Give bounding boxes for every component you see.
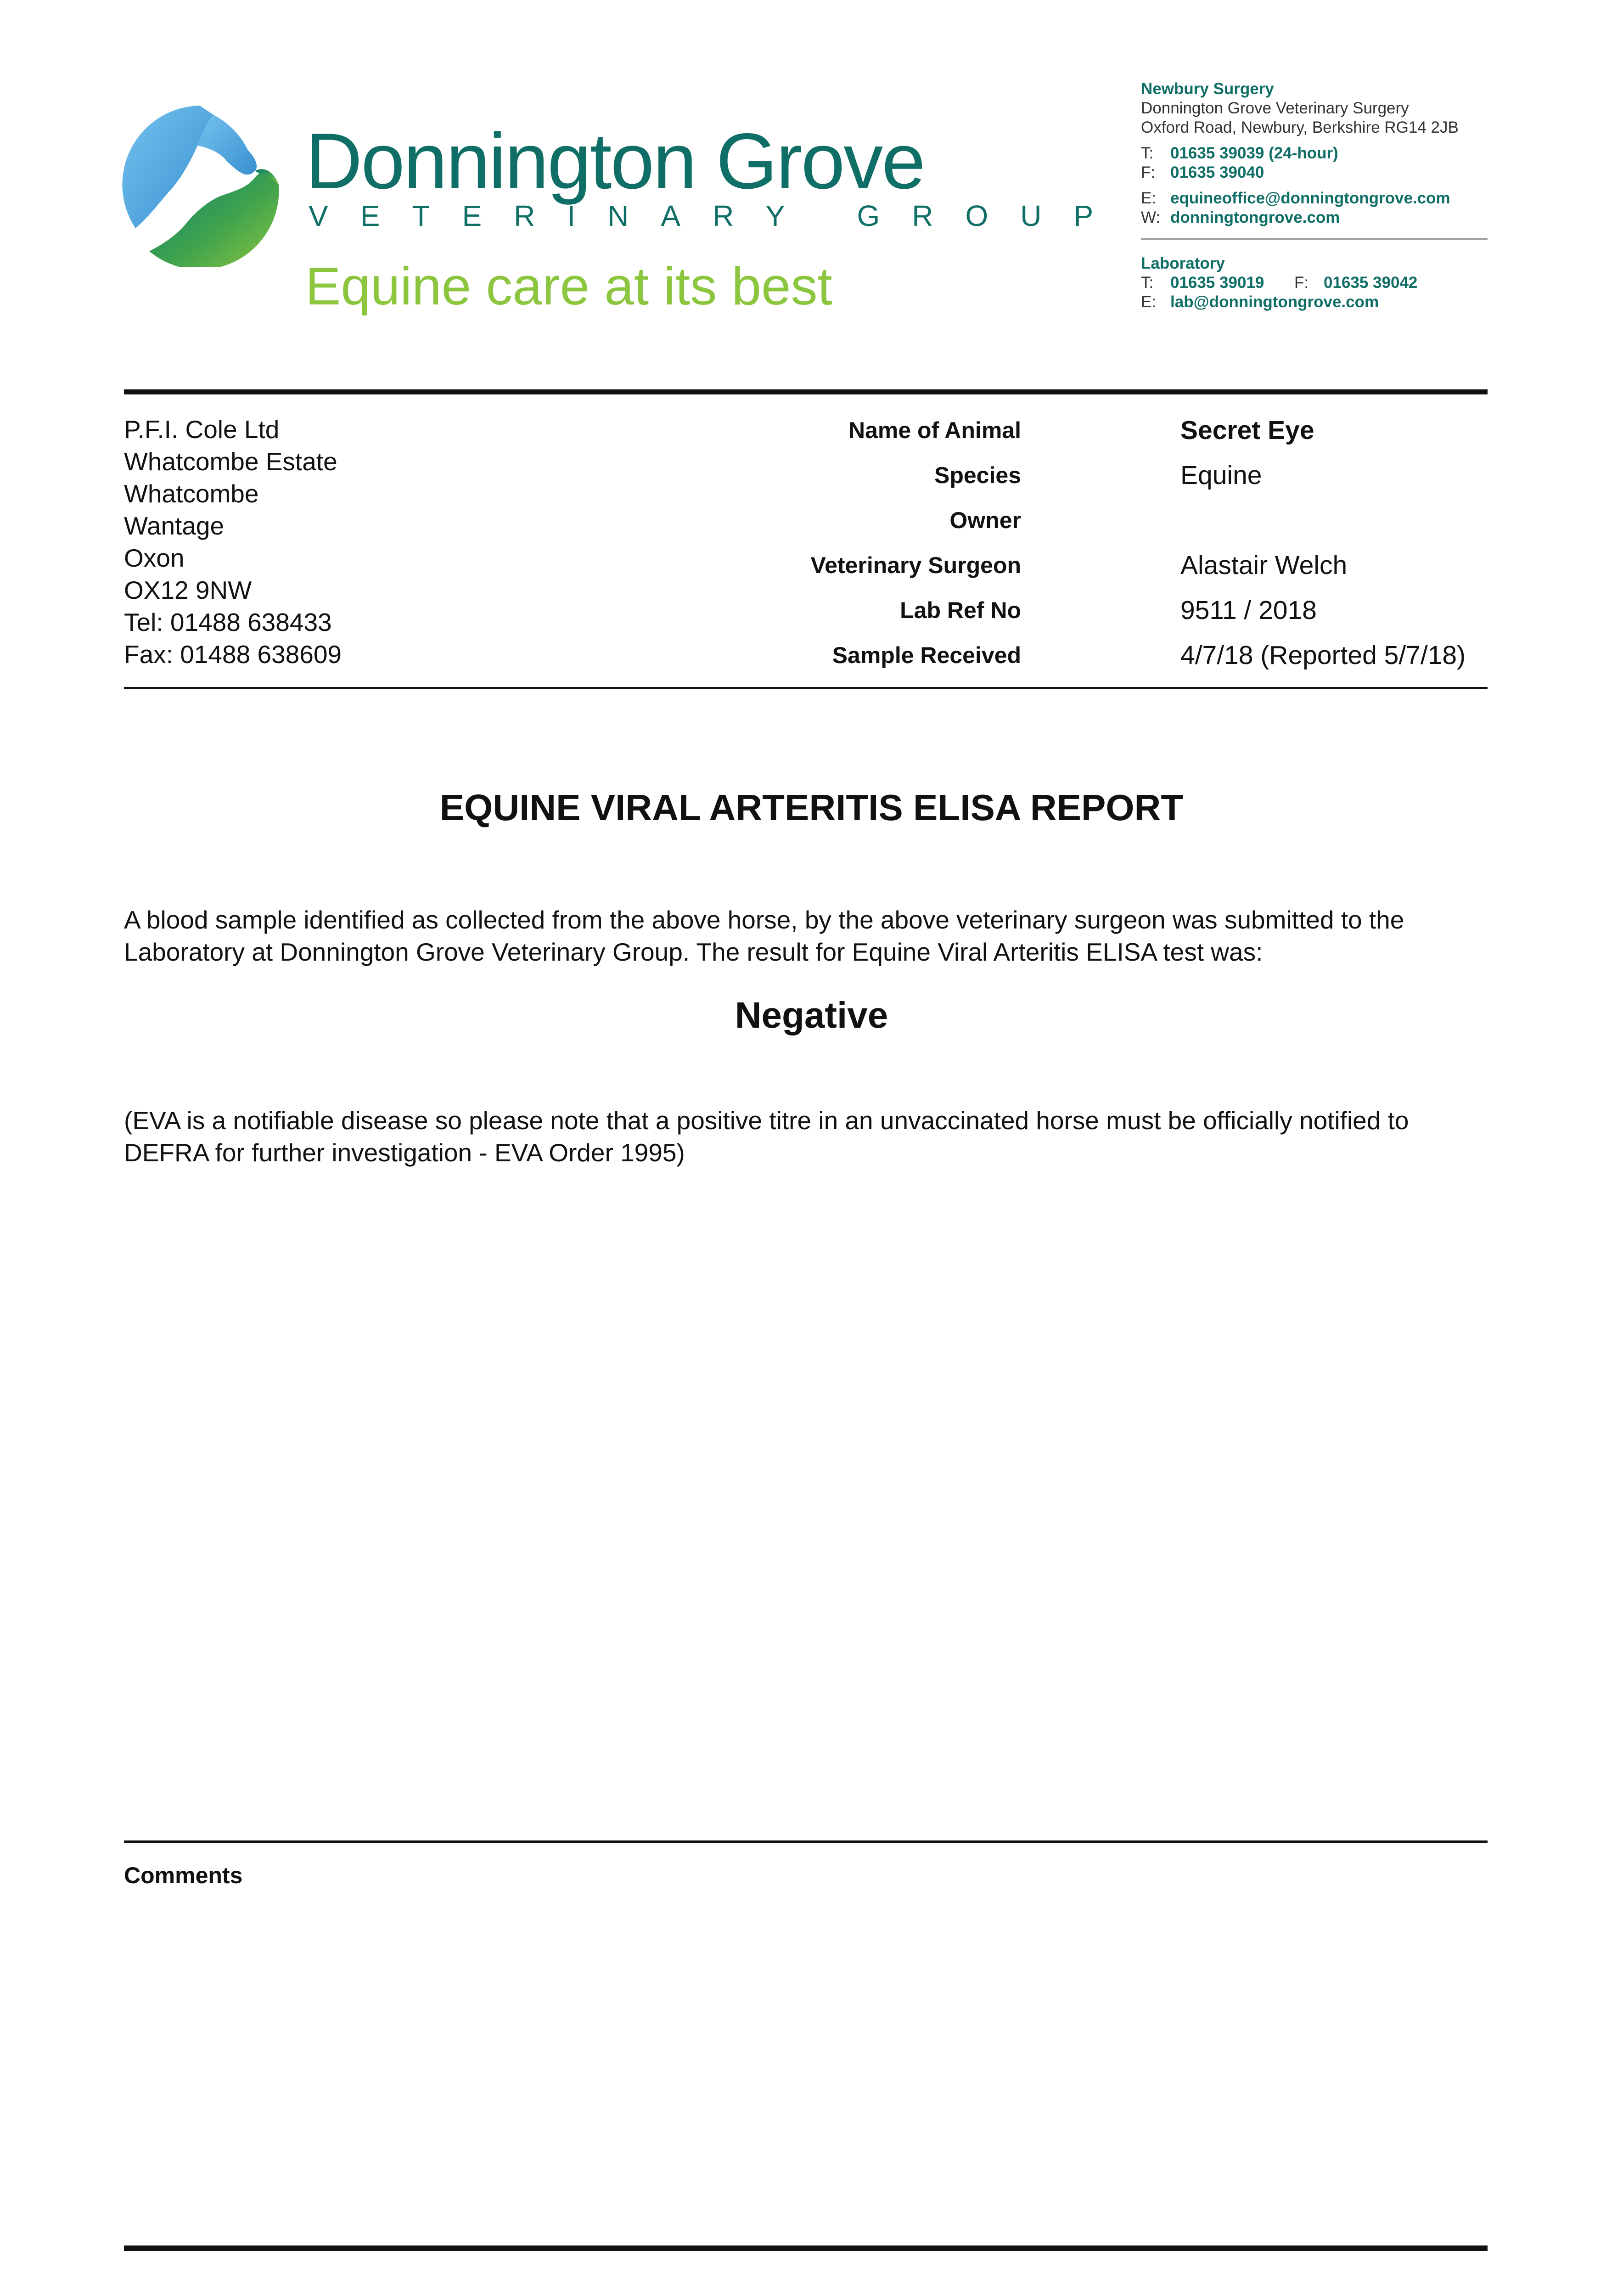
detail-label: Sample Received <box>832 642 1021 668</box>
detail-row-species <box>689 458 1488 503</box>
comments-label: Comments <box>124 1863 243 1888</box>
horse-head-logo-icon <box>117 102 282 267</box>
detail-row-vet <box>689 548 1488 593</box>
address-line: Whatcombe <box>124 479 259 508</box>
detail-row-sample-received <box>689 638 1488 683</box>
surgery-web-link[interactable]: donningtongrove.com <box>1170 208 1340 226</box>
laboratory-fax-label: F: <box>1294 274 1309 292</box>
surgery-fax-label: F: <box>1141 163 1156 181</box>
laboratory-tel-label: T: <box>1141 274 1154 292</box>
detail-row-lab-ref <box>689 593 1488 638</box>
detail-label: Veterinary Surgeon <box>810 552 1021 578</box>
brand-name: Donnington Grove <box>305 117 924 205</box>
surgery-web-row <box>1141 208 1459 227</box>
detail-label: Lab Ref No <box>900 597 1021 623</box>
comments-rule <box>124 1840 1488 1843</box>
detail-label: Owner <box>949 507 1021 533</box>
address-line: P.F.I. Cole Ltd <box>124 415 280 444</box>
laboratory-contact-block <box>1141 254 1417 312</box>
surgery-fax-row <box>1141 163 1459 182</box>
detail-label: Species <box>934 462 1021 488</box>
address-line: Oxon <box>124 544 185 572</box>
surgery-email-row <box>1141 189 1459 208</box>
test-result: Negative <box>735 995 888 1035</box>
surgery-address-line1: Donnington Grove Veterinary Surgery <box>1141 99 1409 117</box>
species-value: Equine <box>1180 461 1262 490</box>
brand-subtitle: VETERINARY GROUP <box>309 199 1126 232</box>
lab-ref-value: 9511 / 2018 <box>1180 596 1317 625</box>
surgery-address-line2: Oxford Road, Newbury, Berkshire RG14 2JB <box>1141 118 1459 136</box>
address-line: OX12 9NW <box>124 576 252 604</box>
laboratory-email-row <box>1141 293 1417 312</box>
laboratory-phone-row <box>1141 273 1417 293</box>
surgery-fax: 01635 39040 <box>1170 163 1264 181</box>
surgery-tel-label: T: <box>1141 144 1154 162</box>
laboratory-fax: 01635 39042 <box>1324 274 1418 292</box>
surgery-web-label: W: <box>1141 208 1161 226</box>
vet-surgeon-value: Alastair Welch <box>1180 551 1348 580</box>
detail-row-owner <box>689 503 1488 548</box>
surgery-tel[interactable]: 01635 39039 (24-hour) <box>1170 144 1338 162</box>
surgery-contact-block <box>1141 79 1459 227</box>
details-rule <box>124 687 1488 689</box>
report-title: EQUINE VIRAL ARTERITIS ELISA REPORT <box>439 787 1184 828</box>
detail-label: Name of Animal <box>848 417 1021 443</box>
brand-tagline: Equine care at its best <box>305 256 832 316</box>
detail-row-animal <box>689 413 1488 458</box>
address-line: Wantage <box>124 512 225 540</box>
notifiable-disease-note: (EVA is a notifiable disease so please note that a positive titre in an unvaccinated horse must be officially notified to DEFRA for further investigation - EVA Order 1995) <box>124 1106 1409 1167</box>
address-line: Fax: 01488 638609 <box>124 640 342 669</box>
laboratory-heading: Laboratory <box>1141 254 1225 272</box>
laboratory-email-label: E: <box>1141 293 1157 311</box>
sample-received-value: 4/7/18 (Reported 5/7/18) <box>1180 641 1466 670</box>
laboratory-email-link[interactable]: lab@donningtongrove.com <box>1170 293 1379 311</box>
animal-name-value: Secret Eye <box>1180 416 1314 445</box>
address-line: Whatcombe Estate <box>124 447 337 476</box>
address-line: Tel: 01488 638433 <box>124 608 332 636</box>
client-address <box>124 413 342 670</box>
surgery-tel-row <box>1141 144 1459 163</box>
report-body-text: A blood sample identified as collected from the above horse, by the above veterinary surgeon was submitted to the Laboratory at Donnington Grove Veterinary Group. The result for Equine Viral Arteritis ELISA test was: <box>124 906 1404 966</box>
surgery-email-link[interactable]: equineoffice@donningtongrove.com <box>1170 189 1450 207</box>
header-rule <box>124 389 1488 394</box>
laboratory-tel[interactable]: 01635 39019 <box>1170 274 1264 292</box>
footer-rule <box>124 2245 1488 2251</box>
surgery-email-label: E: <box>1141 189 1157 207</box>
surgery-heading: Newbury Surgery <box>1141 80 1274 98</box>
contact-divider <box>1141 238 1488 240</box>
